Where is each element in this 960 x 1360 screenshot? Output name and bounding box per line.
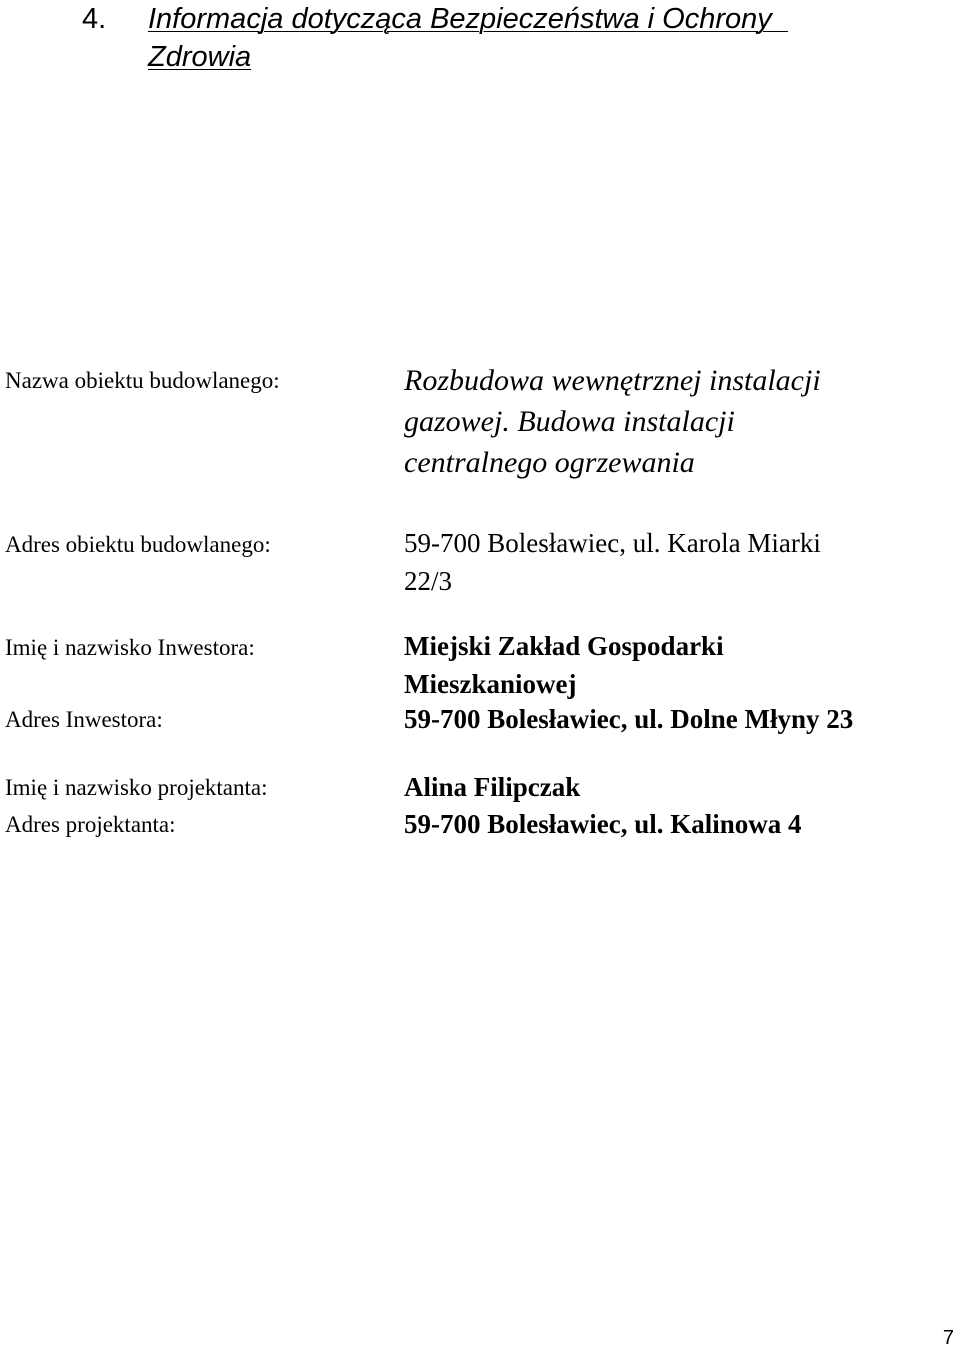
section-title-line-1: Informacja dotycząca Bezpieczeństwa i Ochrony xyxy=(148,3,788,35)
section-number: 4. xyxy=(82,3,107,35)
object-name-line-2: gazowej. Budowa instalacji xyxy=(404,405,735,438)
designer-address-label: Adres projektanta: xyxy=(5,812,176,837)
investor-name-label: Imię i nazwisko Inwestora: xyxy=(5,635,255,660)
object-name-line-3: centralnego ogrzewania xyxy=(404,446,695,479)
investor-address-label: Adres Inwestora: xyxy=(5,707,163,732)
designer-name-value: Alina Filipczak xyxy=(404,772,581,802)
designer-address-value: 59-700 Bolesławiec, ul. Kalinowa 4 xyxy=(404,809,802,839)
object-name-line-1: Rozbudowa wewnętrznej instalacji xyxy=(404,364,821,397)
object-address-line-1: 59-700 Bolesławiec, ul. Karola Miarki xyxy=(404,528,821,558)
object-address-label: Adres obiektu budowlanego: xyxy=(5,532,271,557)
section-title-line-2: Zdrowia xyxy=(148,41,252,73)
investor-address-value: 59-700 Bolesławiec, ul. Dolne Młyny 23 xyxy=(404,704,854,734)
investor-name-value xyxy=(404,627,944,703)
object-address-value xyxy=(404,524,944,600)
object-address-line-2: 22/3 xyxy=(404,566,453,596)
object-name-label: Nazwa obiektu budowlanego: xyxy=(5,368,280,393)
investor-name-line-2: Mieszkaniowej xyxy=(404,669,577,699)
designer-name-label: Imię i nazwisko projektanta: xyxy=(5,775,268,800)
investor-name-line-1: Miejski Zakład Gospodarki xyxy=(404,631,724,661)
page-number: 7 xyxy=(942,1327,954,1349)
section-title xyxy=(148,0,908,76)
object-name-value xyxy=(404,360,944,483)
